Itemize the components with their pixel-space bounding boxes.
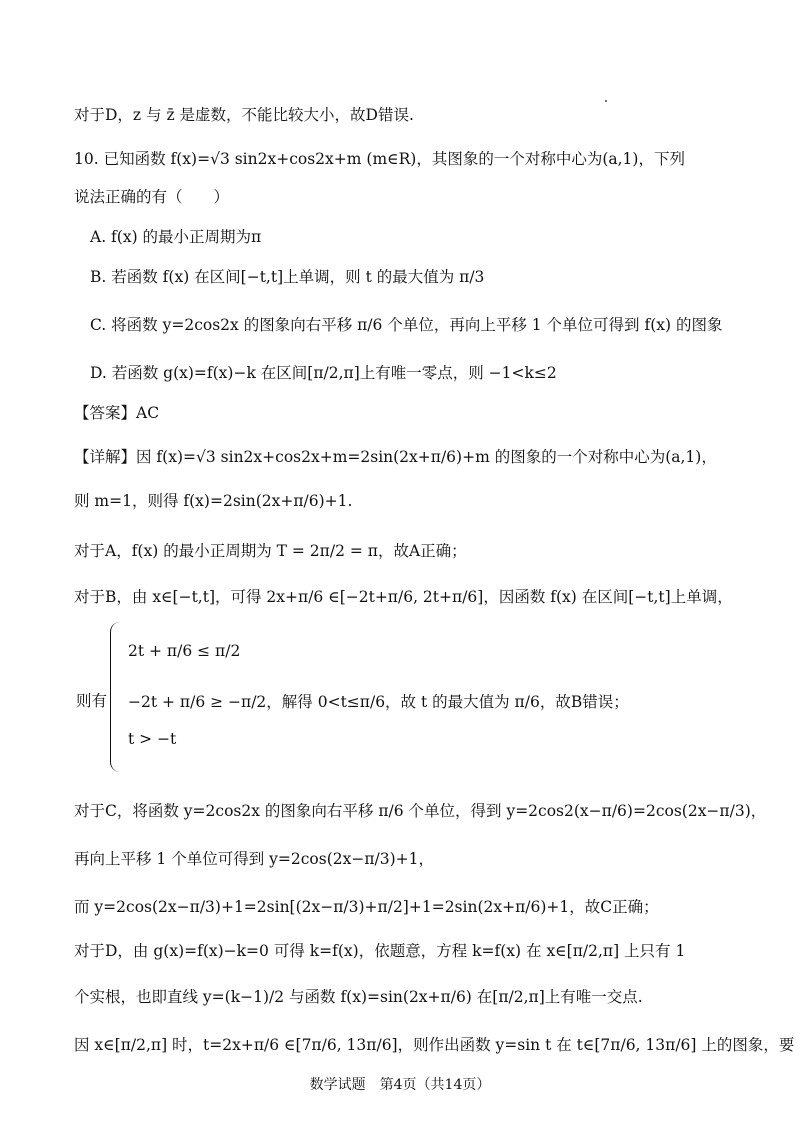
detail-line-9: 个实根，也即直线 y=(k−1)/2 与函数 f(x)=sin(2x+π/6) 在[π/2,π]上有唯一交点. — [74, 988, 643, 1006]
detail-line-6: 再向上平移 1 个单位可得到 y=2cos(2x−π/3)+1， — [74, 850, 435, 868]
system-eq-2: −2t + π/6 ≥ −π/2，解得 0<t≤π/6，故 t 的最大值为 π/6，故B错误； — [128, 693, 629, 711]
answer-line: 【答案】AC — [74, 404, 160, 422]
option-c: C. 将函数 y=2cos2x 的图象向右平移 π/6 个单位，再向上平移 1 个单位可得到 f(x) 的图象 — [90, 316, 723, 334]
question-10-stem: 10. 已知函数 f(x)=√3 sin2x+cos2x+m (m∈R)，其图象的一个对称中心为(a,1)，下列 — [74, 150, 685, 168]
option-b: B. 若函数 f(x) 在区间[−t,t]上单调，则 t 的最大值为 π/3 — [90, 268, 485, 286]
detail-line-7: 而 y=2cos(2x−π/3)+1=2sin[(2x−π/3)+π/2]+1=2sin(2x+π/6)+1，故C正确； — [74, 898, 659, 916]
option-d: D. 若函数 g(x)=f(x)−k 在区间[π/2,π]上有唯一零点，则 −1<k≤2 — [90, 364, 557, 382]
detail-line-10: 因 x∈[π/2,π] 时，t=2x+π/6 ∈[7π/6, 13π/6]，则作出函数 y=sin t 在 t∈[7π/6, 13π/6] 上的图象，要 — [74, 1036, 795, 1054]
system-eq-1: 2t + π/6 ≤ π/2 — [128, 642, 241, 660]
scan-speck — [605, 100, 607, 102]
detail-line-2: 则 m=1，则得 f(x)=2sin(2x+π/6)+1. — [74, 492, 353, 510]
detail-line-8: 对于D，由 g(x)=f(x)−k=0 可得 k=f(x)，依题意，方程 k=f(x) 在 x∈[π/2,π] 上只有 1 — [74, 942, 686, 960]
page-footer: 数学试题 第4页（共14页） — [309, 1077, 491, 1093]
detail-line-1: 【详解】因 f(x)=√3 sin2x+cos2x+m=2sin(2x+π/6)+m 的图象的一个对称中心为(a,1)， — [74, 448, 717, 466]
system-eq-3: t > −t — [128, 730, 177, 748]
detail-line-5: 对于C，将函数 y=2cos2x 的图象向右平移 π/6 个单位，得到 y=2cos2(x−π/6)=2cos(2x−π/3)， — [74, 802, 767, 820]
detail-line-3: 对于A，f(x) 的最小正周期为 T = 2π/2 = π，故A正确； — [74, 542, 467, 560]
detail-line-4: 对于B，由 x∈[−t,t]，可得 2x+π/6 ∈[−2t+π/6, 2t+π/6]，因函数 f(x) 在区间[−t,t]上单调， — [74, 588, 733, 606]
text-line-d-conclusion: 对于D，z 与 z̄ 是虚数，不能比较大小，故D错误. — [74, 106, 414, 124]
system-prefix: 则有 — [76, 692, 108, 710]
question-10-stem-cont: 说法正确的有（ ） — [74, 188, 230, 206]
option-a: A. f(x) 的最小正周期为π — [90, 228, 262, 246]
